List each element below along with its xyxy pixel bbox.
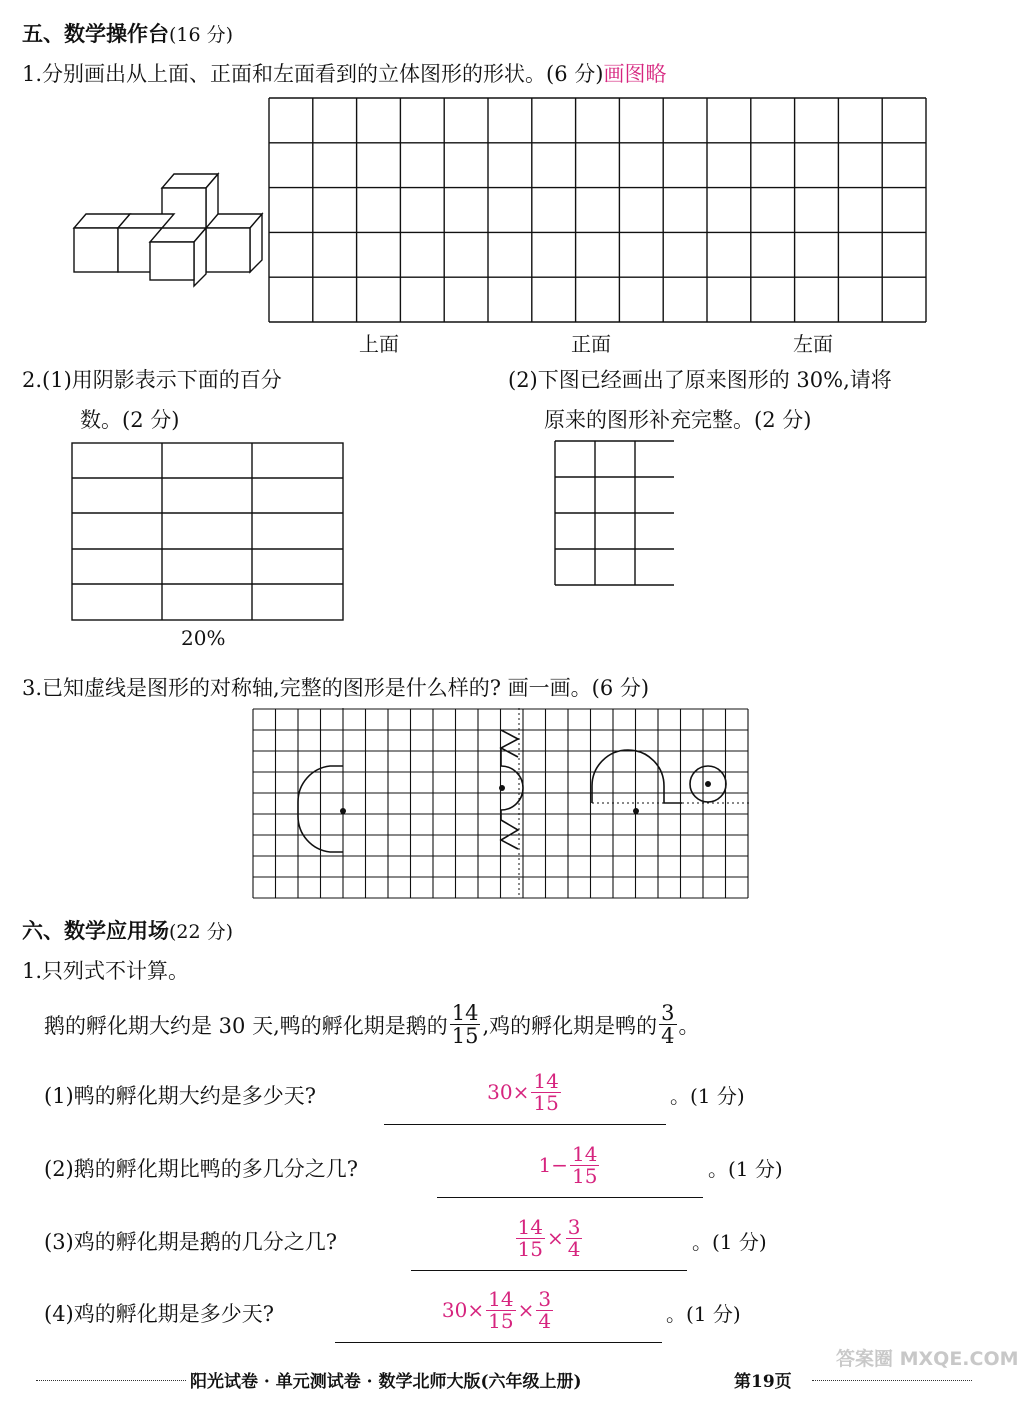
label-top: 上面 (359, 332, 399, 356)
stem-fraction-3-4: $\frac{3}{4}$ (661, 1001, 675, 1049)
q2a-line1: 2.(1)用阴影表示下面的百分 (22, 368, 282, 392)
label-front: 正面 (571, 332, 611, 356)
sub1-question: (1)鸭的孵化期大约是多少天? (44, 1084, 317, 1108)
sub3-answer-field[interactable]: $\frac{14}{15}$ × $\frac{3}{4}$ (411, 1206, 687, 1271)
q2b-line1: (2)下图已经画出了原来图形的 30%,请将 (508, 368, 892, 392)
q1-answer: 画图略 (603, 62, 667, 86)
s6-q1-stem: 鹅的孵化期大约是 30 天,鸭的孵化期是鹅的 $\frac{14}{15}$ ,鸡的孵化期是鸭的 $\frac{3}{4}$ 。 (44, 1001, 700, 1049)
section6-title: 六、数学应用场(22 分) (22, 919, 234, 943)
sub1-answer-field[interactable]: 30× $\frac{14}{15}$ (384, 1060, 666, 1125)
stem-fraction-14-15: $\frac{14}{15}$ (451, 1001, 479, 1049)
q2b-line2: 原来的图形补充完整。(2 分) (544, 408, 812, 432)
sub3-score: 。(1 分) (692, 1230, 767, 1254)
sub4-score: 。(1 分) (666, 1302, 741, 1326)
section5-title: 五、数学操作台(16 分) (22, 22, 234, 46)
footer-text: 阳光试卷 · 单元测试卷 · 数学北师大版(六年级上册) (190, 1372, 582, 1392)
label-left: 左面 (793, 332, 833, 356)
sub3-question: (3)鸡的孵化期是鹅的几分之几? (44, 1230, 338, 1254)
sub1-score: 。(1 分) (670, 1084, 745, 1108)
footer-page: 第19页 (734, 1372, 792, 1392)
sub2-question: (2)鹅的孵化期比鸭的多几分之几? (44, 1157, 359, 1181)
view-grid (268, 97, 928, 323)
sub2-score: 。(1 分) (708, 1157, 783, 1181)
sub2-answer-field[interactable]: 1− $\frac{14}{15}$ (437, 1133, 703, 1198)
q3-text: 3.已知虚线是图形的对称轴,完整的图形是什么样的? 画一画。(6 分) (22, 676, 650, 700)
percent-label: 20% (181, 626, 226, 650)
sub4-question: (4)鸡的孵化期是多少天? (44, 1302, 275, 1326)
partial-figure-grid (554, 440, 678, 588)
percent-grid (71, 442, 345, 622)
s6-q1-title: 1.只列式不计算。 (22, 959, 190, 983)
footer-rule-right (812, 1380, 972, 1381)
symmetry-grid (252, 708, 750, 900)
footer-rule-left (36, 1380, 186, 1381)
watermark: 答案圈 MXQE.COM (836, 1348, 1019, 1370)
q1-text: 1.分别画出从上面、正面和左面看到的立体图形的形状。(6 分)画图略 (22, 62, 667, 86)
cube-figure (70, 170, 270, 280)
sub4-answer-field[interactable]: 30× $\frac{14}{15}$ × $\frac{3}{4}$ (335, 1278, 662, 1343)
q2a-line2: 数。(2 分) (80, 408, 180, 432)
